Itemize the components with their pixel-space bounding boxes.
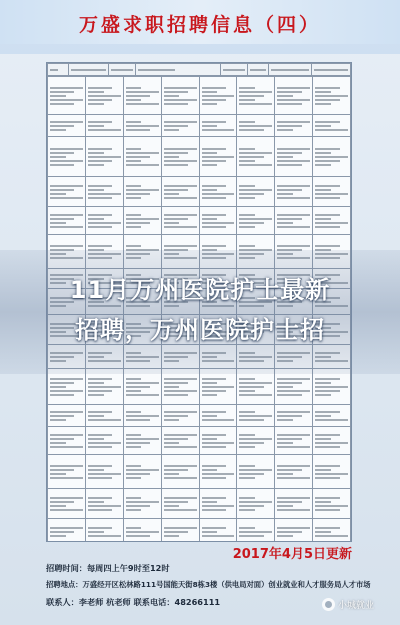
footer-time: 招聘时间：每周四上午9时至12时 bbox=[46, 563, 170, 573]
poster-title: 万盛求职招聘信息（四） bbox=[78, 14, 321, 36]
job-table bbox=[47, 63, 351, 76]
table-row bbox=[48, 455, 351, 489]
table-row bbox=[48, 77, 351, 115]
headline-line-1: 11月万州医院护士最新 bbox=[69, 276, 331, 304]
headline-line-2: 招聘，万州医院护士招 bbox=[75, 316, 325, 344]
update-date-stamp: 2017年4月5日更新 bbox=[232, 547, 352, 562]
watermark-text: 小城就业 bbox=[338, 601, 375, 611]
table-header-row bbox=[48, 64, 351, 76]
poster-header bbox=[0, 0, 400, 44]
table-row bbox=[48, 207, 351, 235]
table-row bbox=[48, 519, 351, 543]
header-band bbox=[0, 44, 400, 54]
headline-overlay bbox=[0, 250, 400, 374]
table-row bbox=[48, 137, 351, 177]
table-row bbox=[48, 405, 351, 427]
footer-contact: 联系人：李老师 杭老师 联系电话：48266111 bbox=[46, 597, 221, 607]
footer-place: 招聘地点：万盛经开区松林路111号国能天街8栋3楼（供电局对面）创业就业和人才服务局人才市场 bbox=[46, 580, 371, 589]
table-row bbox=[48, 489, 351, 519]
watermark bbox=[322, 598, 374, 611]
table-row bbox=[48, 115, 351, 137]
table-row bbox=[48, 427, 351, 455]
wechat-logo-icon bbox=[322, 598, 335, 611]
table-row bbox=[48, 177, 351, 207]
